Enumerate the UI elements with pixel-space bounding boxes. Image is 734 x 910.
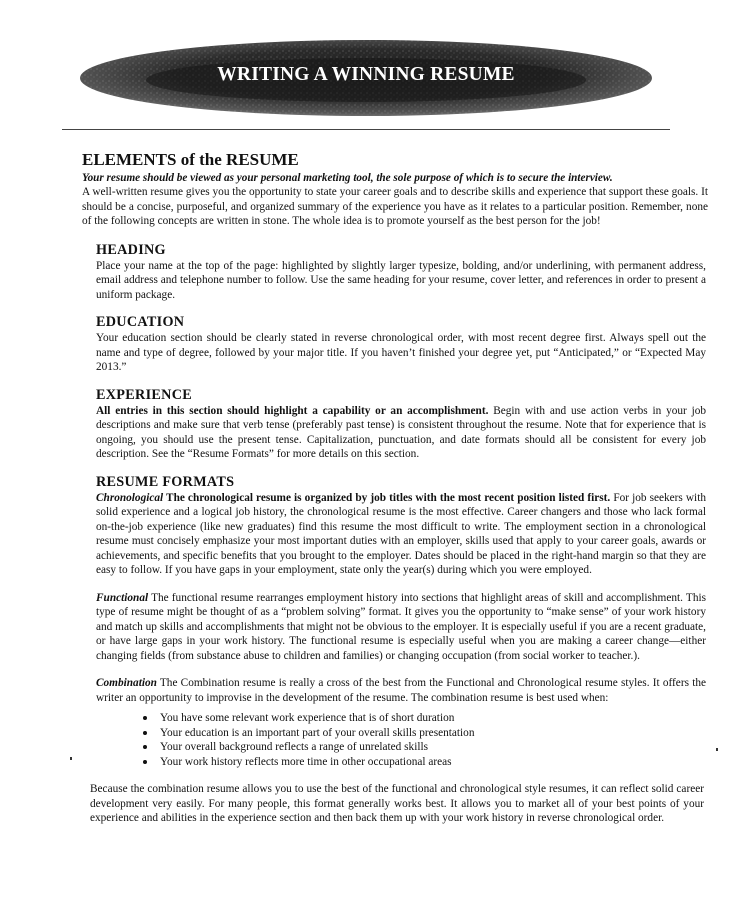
list-item: You have some relevant work experience that is of short duration <box>160 711 708 726</box>
education-body: Your education section should be clearly stated in reverse chronological order, with most recent degree first. Always spell out the name and type of degree, followed by your major title. If you haven’t finished your degree yet, put “Anticipated,” or “Expected May 2013.” <box>96 332 706 373</box>
heading-section <box>96 242 706 303</box>
list-item: Your education is an important part of your overall skills presentation <box>160 726 708 741</box>
experience-paragraph <box>96 404 706 462</box>
combination-body: The Combination resume is really a cross of the best from the Functional and Chronological resume styles. It offers the writer an opportunity to improvise in the development of the resume. The combination resume is best used when: <box>96 677 706 704</box>
document-body <box>82 150 708 826</box>
horizontal-divider <box>62 129 670 130</box>
scan-speck <box>70 757 72 760</box>
chronological-lead: The chronological resume is organized by job titles with the most recent position listed first. <box>163 491 611 504</box>
elements-body: A well-written resume gives you the opportunity to state your career goals and to describe skills and experience that support these goals. It should be a concise, purposeful, and organized summary of the experience you have as it relates to a particular position. Remember, none of the following concepts are written in stone. The whole idea is to promote yourself as the best person for the job! <box>82 186 708 227</box>
combination-label: Combination <box>96 677 157 689</box>
experience-title: EXPERIENCE <box>96 386 193 403</box>
elements-title: ELEMENTS of the RESUME <box>82 150 299 169</box>
title-banner <box>78 38 654 118</box>
chronological-body: For job seekers with solid experience and a logical job history, the chronological resume is the most effective. Career changers and those who lack formal on-the-job experience (like new graduates) find this resume the most difficult to write. The employment section in a chronological resume must concisely emphasize your most important duties with an employer, skills used that apply to your career goals, awards or achievements, and specific benefits that you brought to the employer. Dates should be placed in the right-hand margin so that they are easy to follow. If you have gaps in your employment, state only the year(s) during which you were employed. <box>96 491 706 576</box>
banner-title: WRITING A WINNING RESUME <box>217 64 515 85</box>
combination-bullet-list <box>82 711 708 769</box>
formats-title: RESUME FORMATS <box>96 473 235 490</box>
experience-section <box>96 387 706 462</box>
experience-body: Begin with and use action verbs in your job descriptions and make sure that verb tense (preferably past tense) is consistent throughout the resume. Note that for experience that is ongoing, you should use the present tense. Capitalization, punctuation, and date formats should all be consistent for every job description. See the “Resume Formats” for more details on this section. <box>96 404 707 460</box>
functional-body: The functional resume rearranges employment history into sections that highlight areas of skill and accomplishment. This type of resume might be thought of as a “problem solving” format. It gives you the opportunity to “make sense” of your work history and match up skills and accomplishments that might not be obvious to the employer. It is especially useful if you are a recent graduate, or have large gaps in your work history. The functional resume is especially useful when you are making a career change—either changing fields (from substance abuse to children and families) or changing occupation (from social worker to teacher.). <box>96 591 706 662</box>
education-section <box>96 314 706 375</box>
education-title: EDUCATION <box>96 314 185 330</box>
experience-lead: All entries in this section should highlight a capability or an accomplishment. <box>96 404 489 417</box>
functional-paragraph <box>96 591 706 664</box>
formats-section <box>96 474 706 706</box>
elements-lead: Your resume should be viewed as your personal marketing tool, the sole purpose of which is to secure the interview. <box>82 172 613 184</box>
scan-speck <box>716 748 718 751</box>
chronological-label: Chronological <box>96 491 164 504</box>
list-item: Your overall background reflects a range of unrelated skills <box>160 740 708 755</box>
chronological-paragraph <box>96 491 706 578</box>
combination-paragraph <box>96 676 706 705</box>
heading-title: HEADING <box>96 241 166 258</box>
elements-section <box>82 150 708 229</box>
functional-label: Functional <box>96 591 149 604</box>
heading-body: Place your name at the top of the page: highlighted by slightly larger typesize, bolding, and/or underlining, with permanent address, email address and telephone number to follow. Use the same heading for your resume, cover letter, and references in order to present a uniform package. <box>96 259 706 301</box>
list-item: Your work history reflects more time in other occupational areas <box>160 755 708 770</box>
combination-closing: Because the combination resume allows you to use the best of the functional and chronological style resumes, it can reflect solid career development very easily. For many people, this format generally works best. It allows you to market all of your best points of your experience and abilities in the experience section and then back them up with your work history in reverse chronological order. <box>90 783 704 824</box>
